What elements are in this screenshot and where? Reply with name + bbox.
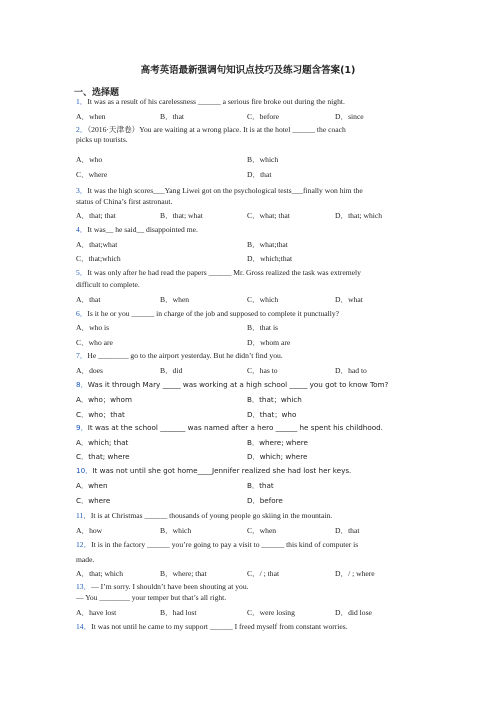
- answer-option[interactable]: D．had to: [335, 366, 367, 375]
- answer-option[interactable]: D．what: [335, 295, 363, 304]
- answer-option[interactable]: C．has to: [247, 366, 278, 375]
- answer-option[interactable]: A．when: [76, 481, 108, 490]
- question-text: — I’m sorry. I shouldn’t have been shouting at you.: [91, 582, 249, 591]
- answer-option[interactable]: A．when: [76, 112, 106, 121]
- answer-option[interactable]: A．that;what: [76, 240, 118, 249]
- answer-option[interactable]: C．were losing: [247, 608, 295, 617]
- answer-option[interactable]: B．that: [247, 481, 274, 490]
- question-text-continued: made.: [76, 555, 95, 564]
- question-text: It is in the factory ______ you’re going to pay a visit to ______ this kind of computer is: [91, 540, 359, 549]
- question-stem: [76, 351, 283, 361]
- answer-option[interactable]: A．which; that: [76, 438, 129, 447]
- answer-option[interactable]: D．which;that: [247, 254, 293, 263]
- answer-option[interactable]: D．which; where: [247, 452, 308, 461]
- question-stem: [76, 97, 345, 107]
- question-text: It was not until she got home____Jennifer realized she had lost her keys.: [92, 466, 352, 475]
- question-text: Is it he or you ______ in charge of the job and supposed to complete it punctually?: [87, 309, 340, 318]
- answer-option[interactable]: B．that: [160, 112, 185, 121]
- answer-option[interactable]: A．that; which: [76, 569, 124, 578]
- question-stem: [76, 225, 198, 235]
- answer-option[interactable]: C．who；that: [76, 410, 125, 419]
- question-text: It was not until he came to my support ______ I freed myself from constant worries.: [91, 622, 348, 631]
- answer-option[interactable]: B．what;that: [247, 240, 288, 249]
- question-text: It was as a result of his carelessness ______ a serious fire broke out during the night.: [87, 97, 345, 106]
- question-number: 9．: [76, 423, 88, 432]
- question-stem: [76, 466, 351, 476]
- answer-option[interactable]: A．who: [76, 155, 103, 164]
- question-stem: [76, 582, 249, 592]
- answer-option[interactable]: B．where; that: [160, 569, 207, 578]
- answer-option[interactable]: D．since: [335, 112, 364, 121]
- answer-option[interactable]: C．/ ; that: [247, 569, 280, 578]
- answer-option[interactable]: B．that; what: [160, 211, 203, 220]
- question-text: It was the high scores___Yang Liwei got on the psychological tests___finally won him the: [87, 186, 363, 195]
- question-stem: [76, 268, 361, 278]
- answer-option[interactable]: D．that: [335, 526, 360, 535]
- question-text: It was__ he said__ disappointed me.: [87, 225, 198, 234]
- question-text: It is at Christmas ______ thousands of young people go skiing in the mountain.: [90, 511, 333, 520]
- question-number: 6．: [76, 309, 88, 318]
- question-text: He ________ go to the airport yesterday. But he didn’t find you.: [87, 351, 283, 360]
- answer-option[interactable]: B．when: [160, 295, 190, 304]
- question-stem: [76, 511, 332, 521]
- question-stem: [76, 423, 383, 433]
- answer-option[interactable]: A．that: [76, 295, 101, 304]
- question-text: It was only after he had read the papers ______ Mr. Gross realized the task was extremely: [87, 268, 361, 277]
- question-number: 1．: [76, 97, 88, 106]
- answer-option[interactable]: B．which: [160, 526, 192, 535]
- answer-option[interactable]: C．who are: [76, 338, 113, 347]
- question-number: 3．: [76, 186, 88, 195]
- question-text-continued: picks up tourists.: [76, 135, 128, 144]
- question-text-continued: difficult to complete.: [76, 280, 140, 289]
- answer-option[interactable]: D．before: [247, 496, 283, 505]
- question-stem: [76, 309, 339, 319]
- question-text: Was it through Mary _____ was working at a high school _____ you got to know Tom?: [87, 380, 389, 389]
- question-number: 8．: [76, 380, 88, 389]
- answer-option[interactable]: A．have lost: [76, 608, 117, 617]
- answer-option[interactable]: D．that；who: [247, 410, 297, 419]
- question-stem: [76, 125, 346, 135]
- answer-option[interactable]: B．had lost: [160, 608, 197, 617]
- answer-option[interactable]: C．when: [247, 526, 277, 535]
- question-stem: [76, 380, 388, 390]
- question-text-continued: status of China’s first astronaut.: [76, 197, 173, 206]
- answer-option[interactable]: D．/ ; where: [335, 569, 375, 578]
- answer-option[interactable]: C．where: [76, 496, 111, 505]
- question-text: （2016·天津卷）You are waiting at a wrong place. It is at the hotel ______ the coach: [87, 125, 346, 134]
- answer-option[interactable]: B．did: [160, 366, 183, 375]
- question-text: It was at the school _______ was named after a hero ______ he spent his childhood.: [87, 423, 383, 432]
- answer-option[interactable]: C．that; where: [76, 452, 130, 461]
- answer-option[interactable]: B．where; where: [247, 438, 308, 447]
- page-title: 高考英语最新强调句知识点技巧及练习题含答案(1): [140, 65, 356, 76]
- question-stem: [76, 540, 358, 550]
- answer-option[interactable]: D．that; which: [335, 211, 383, 220]
- answer-option[interactable]: B．which: [247, 155, 279, 164]
- answer-option[interactable]: C．that;which: [76, 254, 121, 263]
- answer-option[interactable]: D．did lose: [335, 608, 372, 617]
- question-number: 12．: [76, 540, 92, 549]
- answer-option[interactable]: D．that: [247, 170, 272, 179]
- answer-option[interactable]: A．that; that: [76, 211, 116, 220]
- question-number: 13．: [76, 582, 92, 591]
- section-heading: 一、选择题: [74, 88, 120, 98]
- question-text-continued: — You ________ your temper but that’s all right.: [76, 593, 227, 602]
- answer-option[interactable]: B．that；which: [247, 395, 302, 404]
- question-number: 2．: [76, 125, 88, 134]
- question-number: 5．: [76, 268, 88, 277]
- answer-option[interactable]: A．how: [76, 526, 103, 535]
- question-stem: [76, 622, 348, 632]
- answer-option[interactable]: C．what; that: [247, 211, 290, 220]
- answer-option[interactable]: C．before: [247, 112, 280, 121]
- question-number: 11．: [76, 511, 91, 520]
- answer-option[interactable]: A．who is: [76, 323, 110, 332]
- answer-option[interactable]: D．whom are: [247, 338, 291, 347]
- answer-option[interactable]: A．does: [76, 366, 103, 375]
- answer-option[interactable]: A．who；whom: [76, 395, 132, 404]
- question-number: 7．: [76, 351, 88, 360]
- answer-option[interactable]: C．which: [247, 295, 279, 304]
- question-number: 10．: [76, 466, 93, 475]
- answer-option[interactable]: B．that is: [247, 323, 279, 332]
- question-number: 4．: [76, 225, 88, 234]
- question-stem: [76, 186, 363, 196]
- answer-option[interactable]: C．where: [76, 170, 108, 179]
- question-number: 14．: [76, 622, 92, 631]
